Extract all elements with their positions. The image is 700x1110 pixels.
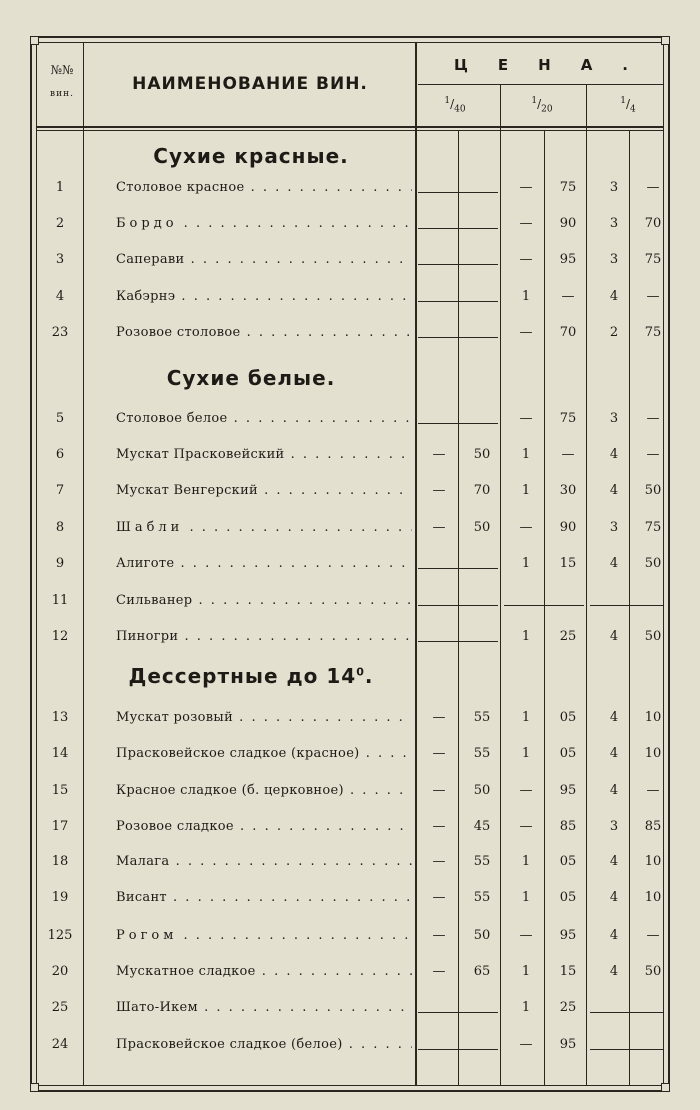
wine-name: Красное сладкое (б. церковное) . . . [116, 778, 412, 804]
price-cell: 4 [609, 447, 619, 462]
wine-name: Шато-Икем . . . [116, 995, 412, 1021]
blank-price-line [590, 1012, 664, 1013]
price-cell: 15 [559, 556, 577, 571]
price-cell: 55 [473, 890, 491, 905]
price-cell: 1 [521, 556, 531, 571]
name-column-header: НАИМЕНОВАНИЕ ВИН. [132, 74, 368, 94]
price-cell: 05 [559, 890, 577, 905]
price-cell: — [432, 890, 446, 905]
wine-number: 24 [51, 1037, 69, 1052]
table-row [0, 923, 700, 949]
price-cell: 05 [559, 746, 577, 761]
wine-name: Прасковейское сладкое (красное) . . . [116, 741, 412, 767]
blank-price-line [418, 264, 498, 265]
blank-price-line [418, 192, 498, 193]
price-cell: — [519, 1037, 533, 1052]
price-cell: 3 [609, 252, 619, 267]
price-cell: 3 [609, 180, 619, 195]
price-column-header: ЦЕНА. [453, 56, 659, 74]
wine-number: 11 [51, 593, 69, 608]
price-cell: 10 [644, 710, 662, 725]
price-cell: — [432, 520, 446, 535]
fraction-header-4: $^1/_4$ [620, 96, 636, 115]
price-cell: — [646, 289, 660, 304]
price-cell: 25 [559, 1000, 577, 1015]
blank-price-line [504, 605, 584, 606]
wine-number: 1 [55, 180, 65, 195]
price-cell: — [432, 819, 446, 834]
table-row [0, 211, 700, 237]
wine-name: Алиготе . . . [116, 551, 412, 577]
price-cell: 10 [644, 890, 662, 905]
price-cell: 50 [473, 520, 491, 535]
price-cell: 4 [609, 710, 619, 725]
wine-name: Мускатное сладкое . . . [116, 959, 412, 985]
table-row [0, 959, 700, 985]
corner-ornament [661, 36, 670, 45]
price-cell: 75 [559, 180, 577, 195]
blank-price-line [418, 1049, 498, 1050]
price-cell: 1 [521, 447, 531, 462]
blank-price-line [418, 605, 498, 606]
section-title: Сухие красные. [153, 144, 349, 168]
wine-number: 23 [51, 325, 69, 340]
price-cell: 1 [521, 710, 531, 725]
price-cell: 45 [473, 819, 491, 834]
wine-name: Сильванер . . . [116, 588, 412, 614]
blank-price-line [418, 568, 498, 569]
header-rule [36, 130, 664, 131]
blank-price-line [418, 1012, 498, 1013]
price-cell: 70 [473, 483, 491, 498]
wine-number: 19 [51, 890, 69, 905]
number-column-header [41, 62, 83, 102]
table-row [0, 515, 700, 541]
price-cell: 4 [609, 483, 619, 498]
price-cell: 50 [644, 629, 662, 644]
blank-price-line [418, 423, 498, 424]
price-cell: — [561, 447, 575, 462]
table-row [0, 995, 700, 1021]
table-row [0, 247, 700, 273]
table-row [0, 814, 700, 840]
wine-number: 13 [51, 710, 69, 725]
wine-number: 4 [55, 289, 65, 304]
wine-number: 17 [51, 819, 69, 834]
price-cell: — [646, 180, 660, 195]
wine-name: Мускат Венгерский . . . [116, 478, 412, 504]
price-cell: — [646, 928, 660, 943]
price-cell: 90 [559, 216, 577, 231]
price-cell: 55 [473, 746, 491, 761]
wine-number: 6 [55, 447, 65, 462]
table-row [0, 320, 700, 346]
table-row [0, 778, 700, 804]
price-cell: — [432, 783, 446, 798]
price-cell: 3 [609, 216, 619, 231]
price-cell: — [432, 483, 446, 498]
price-cell: — [561, 289, 575, 304]
price-cell: 4 [609, 783, 619, 798]
section-title: Сухие белые. [166, 366, 336, 390]
price-cell: 3 [609, 819, 619, 834]
blank-price-line [590, 605, 664, 606]
price-cell: — [432, 964, 446, 979]
price-cell: — [519, 783, 533, 798]
price-cell: — [519, 252, 533, 267]
price-cell: 55 [473, 854, 491, 869]
table-row [0, 588, 700, 614]
price-cell: 05 [559, 854, 577, 869]
wine-number: 14 [51, 746, 69, 761]
price-cell: 2 [609, 325, 619, 340]
price-cell: 3 [609, 520, 619, 535]
price-cell: 05 [559, 710, 577, 725]
blank-price-line [418, 337, 498, 338]
price-cell: 1 [521, 746, 531, 761]
price-cell: 4 [609, 629, 619, 644]
price-cell: 95 [559, 1037, 577, 1052]
table-row [0, 442, 700, 468]
price-cell: 70 [559, 325, 577, 340]
price-cell: 50 [473, 928, 491, 943]
number-header-bottom: вин. [50, 89, 74, 99]
wine-name: Столовое белое . . . [116, 406, 412, 432]
price-cell: 85 [644, 819, 662, 834]
price-cell: — [519, 819, 533, 834]
table-row [0, 624, 700, 650]
price-cell: 3 [609, 411, 619, 426]
wine-number: 18 [51, 854, 69, 869]
price-cell: 90 [559, 520, 577, 535]
table-row [0, 551, 700, 577]
table-row [0, 705, 700, 731]
price-cell: 55 [473, 710, 491, 725]
wine-number: 9 [55, 556, 65, 571]
corner-ornament [30, 36, 39, 45]
wine-name: Бордо . . . [116, 211, 412, 237]
price-cell: 4 [609, 854, 619, 869]
header-rule [418, 84, 664, 85]
price-cell: — [432, 854, 446, 869]
corner-ornament [661, 1083, 670, 1092]
section-title: Дессертные до $14^0$. [128, 664, 374, 688]
price-cell: 30 [559, 483, 577, 498]
price-cell: 1 [521, 964, 531, 979]
price-cell: — [519, 180, 533, 195]
price-cell: 1 [521, 483, 531, 498]
blank-price-line [418, 228, 498, 229]
wine-name: Столовое красное . . . [116, 175, 412, 201]
wine-name: Кабэрнэ . . . [116, 284, 412, 310]
wine-number: 2 [55, 216, 65, 231]
price-cell: — [646, 783, 660, 798]
price-cell: — [646, 447, 660, 462]
wine-number: 7 [55, 483, 65, 498]
wine-name: Малага . . . [116, 849, 412, 875]
blank-price-line [418, 301, 498, 302]
price-cell: 10 [644, 854, 662, 869]
wine-name: Висант . . . [116, 885, 412, 911]
price-cell: 4 [609, 964, 619, 979]
table-row [0, 885, 700, 911]
price-cell: 50 [473, 447, 491, 462]
price-cell: 75 [644, 325, 662, 340]
wine-name: Розовое сладкое . . . [116, 814, 412, 840]
table-row [0, 741, 700, 767]
price-cell: 95 [559, 928, 577, 943]
fraction-header-40: $^1/_{40}$ [444, 96, 466, 115]
price-cell: 50 [644, 556, 662, 571]
table-row [0, 284, 700, 310]
table-row [0, 1032, 700, 1058]
wine-number: 25 [51, 1000, 69, 1015]
wine-name: Прасковейское сладкое (белое) . . . [116, 1032, 412, 1058]
price-cell: 75 [644, 252, 662, 267]
price-cell: 4 [609, 289, 619, 304]
price-cell: 50 [644, 483, 662, 498]
price-cell: 4 [609, 928, 619, 943]
price-cell: 70 [644, 216, 662, 231]
price-cell: 65 [473, 964, 491, 979]
price-cell: — [432, 746, 446, 761]
wine-number: 125 [47, 928, 73, 943]
blank-price-line [590, 1049, 664, 1050]
price-cell: 75 [559, 411, 577, 426]
price-cell: 10 [644, 746, 662, 761]
price-cell: 25 [559, 629, 577, 644]
price-cell: 4 [609, 556, 619, 571]
wine-name: Рогом . . . [116, 923, 412, 949]
wine-number: 20 [51, 964, 69, 979]
price-cell: — [646, 411, 660, 426]
price-cell: 50 [473, 783, 491, 798]
wine-number: 5 [55, 411, 65, 426]
price-cell: 4 [609, 746, 619, 761]
fraction-header-20: $^1/_{20}$ [531, 96, 553, 115]
wine-name: Саперави . . . [116, 247, 412, 273]
wine-name: Мускат Прасковейский . . . [116, 442, 412, 468]
price-cell: 1 [521, 890, 531, 905]
wine-number: 8 [55, 520, 65, 535]
number-header-top: №№ [50, 63, 74, 77]
price-cell: 95 [559, 783, 577, 798]
price-cell: 1 [521, 289, 531, 304]
table-row [0, 175, 700, 201]
price-cell: — [432, 710, 446, 725]
price-cell: 75 [644, 520, 662, 535]
price-cell: — [519, 325, 533, 340]
table-row [0, 406, 700, 432]
price-cell: 15 [559, 964, 577, 979]
blank-price-line [418, 641, 498, 642]
price-cell: 4 [609, 890, 619, 905]
price-cell: 50 [644, 964, 662, 979]
price-cell: 95 [559, 252, 577, 267]
wine-name: Пиногри . . . [116, 624, 412, 650]
wine-name: Шабли . . . [116, 515, 412, 541]
price-cell: — [519, 411, 533, 426]
wine-number: 3 [55, 252, 65, 267]
wine-name: Розовое столовое . . . [116, 320, 412, 346]
wine-number: 15 [51, 783, 69, 798]
price-cell: 1 [521, 1000, 531, 1015]
price-cell: — [519, 216, 533, 231]
price-cell: 1 [521, 854, 531, 869]
price-cell: 1 [521, 629, 531, 644]
wine-number: 12 [51, 629, 69, 644]
header-rule [36, 126, 664, 128]
corner-ornament [30, 1083, 39, 1092]
wine-name: Мускат розовый . . . [116, 705, 412, 731]
price-cell: 85 [559, 819, 577, 834]
table-row [0, 849, 700, 875]
price-cell: — [519, 520, 533, 535]
price-cell: — [519, 928, 533, 943]
price-cell: — [432, 928, 446, 943]
price-cell: — [432, 447, 446, 462]
table-row [0, 478, 700, 504]
